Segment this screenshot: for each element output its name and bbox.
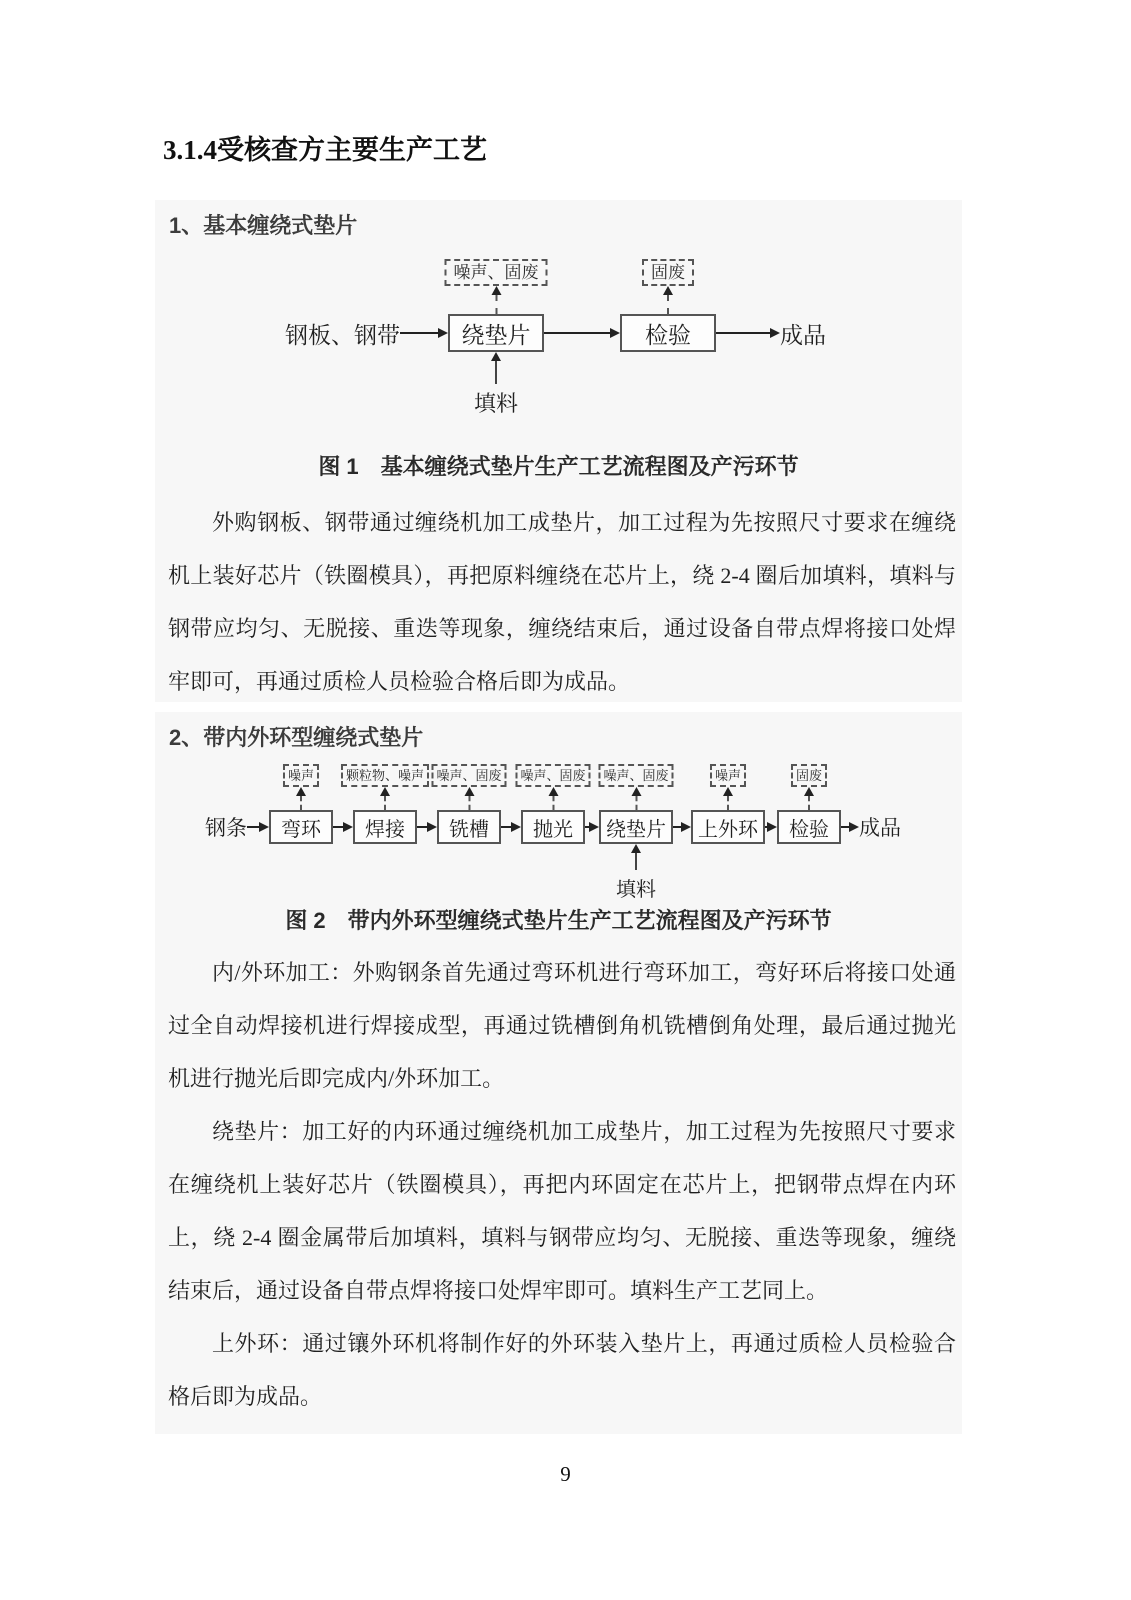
process-step-wanhuan	[269, 768, 333, 844]
process-step-hanjie	[345, 768, 425, 844]
material-label: 填料	[616, 879, 656, 901]
pollutant-box: 固废	[642, 259, 694, 286]
pollutant-box: 噪声、固废	[445, 259, 548, 286]
dashed-arrow-up-icon	[380, 787, 390, 810]
dashed-arrow-up-icon	[631, 787, 641, 810]
arrow-right-icon	[716, 328, 780, 338]
process-box: 检验	[620, 314, 716, 352]
arrow-up-icon	[631, 844, 641, 870]
section-2-body	[155, 946, 962, 1423]
dashed-arrow-up-icon	[804, 787, 814, 810]
section-2	[155, 712, 962, 1434]
pollutant-box: 固废	[791, 764, 827, 787]
paragraph: 绕垫片：加工好的内环通过缠绕机加工成垫片，加工过程为先按照尺寸要求在缠绕机上装好芯片（铁圈模具），再把内环固定在芯片上，把钢带点焊在内环上，绕 2-4 圈金属带后加填料，填料与钢带应均匀、无脱接、重迭等现象，缠绕结束后，通过设备自带点焊将接口处焊牢即可。填料生产工艺同上。	[168, 1119, 956, 1303]
material-label: 填料	[473, 391, 519, 416]
page-number: 9	[560, 1462, 571, 1486]
arrow-right-icon	[417, 822, 437, 832]
paragraph: 外购钢板、钢带通过缠绕机加工成垫片，加工过程为先按照尺寸要求在缠绕机上装好芯片（铁圈模具），再把原料缠绕在芯片上，绕 2-4 圈后加填料，填料与钢带应均匀、无脱接、重迭等现象，缠绕结束后，通过设备自带点焊将接口处焊牢即可，再通过质检人员检验合格后即为成品。	[168, 510, 956, 694]
process-box: 焊接	[353, 810, 417, 844]
pollutant-box: 噪声、固废	[431, 764, 506, 787]
arrow-right-icon	[544, 328, 620, 338]
arrow-right-icon	[673, 822, 691, 832]
arrow-right-icon	[501, 822, 521, 832]
pollutant-callout	[431, 764, 506, 810]
arrow-right-icon	[333, 822, 353, 832]
process-step-raowpian	[448, 263, 544, 416]
pollutant-callout	[598, 764, 673, 810]
pollutant-box: 颗粒物、噪声	[341, 764, 429, 787]
section-2-heading: 2、带内外环型缠绕式垫片	[169, 725, 424, 750]
process-box: 绕垫片	[448, 314, 544, 352]
pollutant-callout	[642, 259, 694, 314]
process-box: 检验	[777, 810, 841, 844]
pollutant-callout	[283, 764, 319, 810]
process-step-xicao	[436, 768, 502, 844]
flow-output-label: 成品	[859, 816, 901, 840]
pollutant-box: 噪声	[283, 764, 319, 787]
pollutant-callout	[341, 764, 429, 810]
process-step-jianyan	[777, 768, 841, 844]
arrow-right-icon	[585, 822, 599, 832]
figure-2-caption: 图 2 带内外环型缠绕式垫片生产工艺流程图及产污环节	[285, 908, 832, 933]
process-box: 弯环	[269, 810, 333, 844]
figure-2-flow-diagram	[205, 768, 962, 901]
process-box: 绕垫片	[599, 810, 673, 844]
section-1-body	[155, 496, 962, 708]
arrow-right-icon	[765, 822, 777, 832]
pollutant-callout	[710, 764, 746, 810]
flow-input-label: 钢条	[205, 816, 247, 840]
dashed-arrow-up-icon	[723, 787, 733, 810]
pollutant-box: 噪声、固废	[598, 764, 673, 787]
arrow-up-icon	[491, 352, 501, 384]
flow-output-label: 成品	[780, 322, 826, 348]
arrow-right-icon	[400, 328, 448, 338]
process-box: 上外环	[691, 810, 765, 844]
pollutant-callout	[515, 764, 590, 810]
dashed-arrow-up-icon	[464, 787, 474, 810]
paragraph: 上外环：通过镶外环机将制作好的外环装入垫片上，再通过质检人员检验合格后即为成品。	[168, 1331, 956, 1409]
section-1-heading: 1、基本缠绕式垫片	[169, 213, 358, 238]
figure-1-caption: 图 1 基本缠绕式垫片生产工艺流程图及产污环节	[318, 454, 799, 479]
process-step-jianyan	[620, 263, 716, 352]
dashed-arrow-up-icon	[663, 286, 673, 314]
process-box: 铣槽	[437, 810, 501, 844]
pollutant-callout	[445, 259, 548, 314]
figure-1-flow-diagram	[285, 263, 962, 416]
paragraph: 内/外环加工：外购钢条首先通过弯环机进行弯环加工，弯好环后将接口处通过全自动焊接机进行焊接成型，再通过铣槽倒角机铣槽倒角处理，最后通过抛光机进行抛光后即完成内/外环加工。	[168, 960, 956, 1091]
arrow-right-icon	[247, 822, 269, 832]
process-step-paoguang	[520, 768, 586, 844]
process-step-raowpian	[599, 768, 673, 901]
section-1	[155, 200, 962, 702]
pollutant-box: 噪声	[710, 764, 746, 787]
pollutant-callout	[791, 764, 827, 810]
arrow-right-icon	[841, 822, 859, 832]
dashed-arrow-up-icon	[548, 787, 558, 810]
material-input	[474, 352, 518, 418]
pollutant-box: 噪声、固废	[515, 764, 590, 787]
flow-input-label: 钢板、钢带	[285, 322, 400, 348]
dashed-arrow-up-icon	[491, 286, 501, 314]
dashed-arrow-up-icon	[296, 787, 306, 810]
process-step-shangwaihuan	[691, 768, 765, 844]
process-box: 抛光	[521, 810, 585, 844]
page-title: 3.1.4受核查方主要生产工艺	[163, 135, 487, 165]
material-input	[616, 844, 656, 902]
